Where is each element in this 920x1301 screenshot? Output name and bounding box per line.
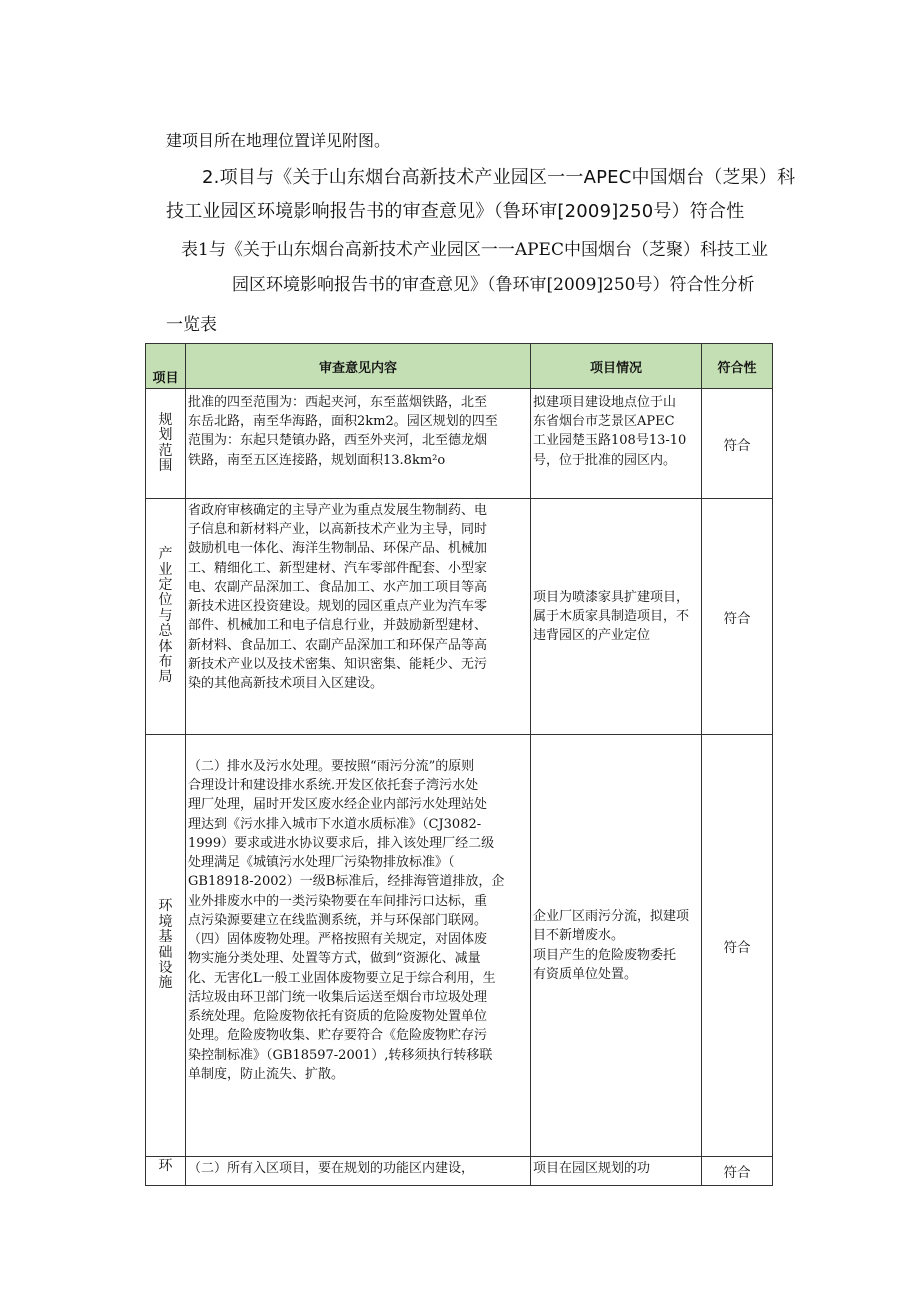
table-row xyxy=(146,1157,773,1186)
row-content: （二）排水及污水处理。要按照“雨污分流”的原则 合理设计和建设排水系统.开发区依托套子湾污水处 理厂处理，届时开发区废水经企业内部污水处理站处 理达到《污水排入城市下水道水质标准》（CJ3082- 1999）要求或进水协议要求后，排入该处理厂经二级 处理满足《城镇污水处理厂污染物排放标准》（ GB18918-2002）一级B标准后，经排海管道排放，企 业外排废水中的一类污染物要在车间排污口达标，重 点污染源要建立在线监测系统，并与环保部门联网。 （四）固体废物处理。严格按照有关规定，对固体废 物实施分类处理、处置等方式，做到“资源化、减量 化、无害化L一般工业固体废物要立足于综合利用，生 活垃圾由环卫部门统一收集后运送至烟台市垃圾处理 系统处理。危险废物依托有资质的危险废物处置单位 处理。危险废物收集、贮存要符合《危险废物贮存污 染控制标准》（GB18597-2001）,转移须执行转移联 单制度，防止流失、扩散。 xyxy=(186,735,531,1157)
table-caption-line-1: 表1与《关于山东烟台高新技术产业园区一一APEC中国烟台（芝聚）科技工业 xyxy=(181,240,768,260)
conformity-table xyxy=(145,343,773,1186)
section-heading-line-1: 2.项目与《关于山东烟台高新技术产业园区一一APEC中国烟台（芝果）科 xyxy=(202,167,796,188)
row-content: （二）所有入区项目，要在规划的功能区内建设， xyxy=(186,1157,531,1186)
table-header-row xyxy=(146,344,773,389)
row-item: 环 境 基 础 设 施 xyxy=(146,735,186,1157)
row-situation: 企业厂区雨污分流，拟建项 目不新增废水。 项目产生的危险废物委托 有资质单位处置。 xyxy=(531,735,702,1157)
row-situation: 拟建项目建设地点位于山 东省烟台市芝景区APEC 工业园楚玉路108号13-10 号，位于批准的园区内。 xyxy=(531,389,702,499)
row-item: 环 xyxy=(146,1157,186,1186)
table-row xyxy=(146,389,773,499)
row-content: 批准的四至范围为：西起夹河，东至蓝烟铁路，北至 东岳北路，南至华海路，面积2km2。园区规划的四至 范围为：东起只楚镇办路，西至外夹河，北至德龙烟 铁路，南至五区连接路，规划面积13.8km²o xyxy=(186,389,531,499)
table-row xyxy=(146,499,773,735)
header-content: 审查意见内容 xyxy=(186,344,531,389)
row-situation: 项目在园区规划的功 xyxy=(531,1157,702,1186)
row-content: 省政府审核确定的主导产业为重点发展生物制药、电 子信息和新材料产业，以高新技术产业为主导，同时 鼓励机电一体化、海洋生物制品、环保产品、机械加 工、精细化工、新型建材、汽车零部件配套、小型家 电、农副产品深加工、食品加工、水产加工项目等高 新技术进区投资建设。规划的园区重点产业为汽车零 部件、机械加工和电子信息行业，并鼓励新型建材、 新材料、食品加工、农副产品深加工和环保产品等高 新技术产业以及技术密集、知识密集、能耗少、无污 染的其他高新技术项目入区建设。 xyxy=(186,499,531,735)
header-conformity: 符合性 xyxy=(702,344,773,389)
row-conformity: 符合 xyxy=(702,389,773,499)
intro-text: 建项目所在地理位置详见附图。 xyxy=(166,131,391,150)
header-situation: 项目情况 xyxy=(531,344,702,389)
row-item: 产 业 定 位 与 总 体 布 局 xyxy=(146,499,186,735)
table-caption-line-3: 一览表 xyxy=(166,315,217,335)
row-conformity: 符合 xyxy=(702,735,773,1157)
row-item: 规 划 范 围 xyxy=(146,389,186,499)
row-situation: 项目为喷漆家具扩建项目， 属于木质家具制造项目，不 违背园区的产业定位 xyxy=(531,499,702,735)
header-item: 项目 xyxy=(146,344,186,389)
row-conformity: 符合 xyxy=(702,499,773,735)
row-conformity: 符合 xyxy=(702,1157,773,1186)
table-caption-line-2: 园区环境影响报告书的审查意见》（鲁环审[2009]250号）符合性分析 xyxy=(232,275,755,295)
section-heading-line-2: 技工业园区环境影响报告书的审查意见》（鲁环审[2009]250号）符合性 xyxy=(166,201,745,222)
table-row xyxy=(146,735,773,1157)
